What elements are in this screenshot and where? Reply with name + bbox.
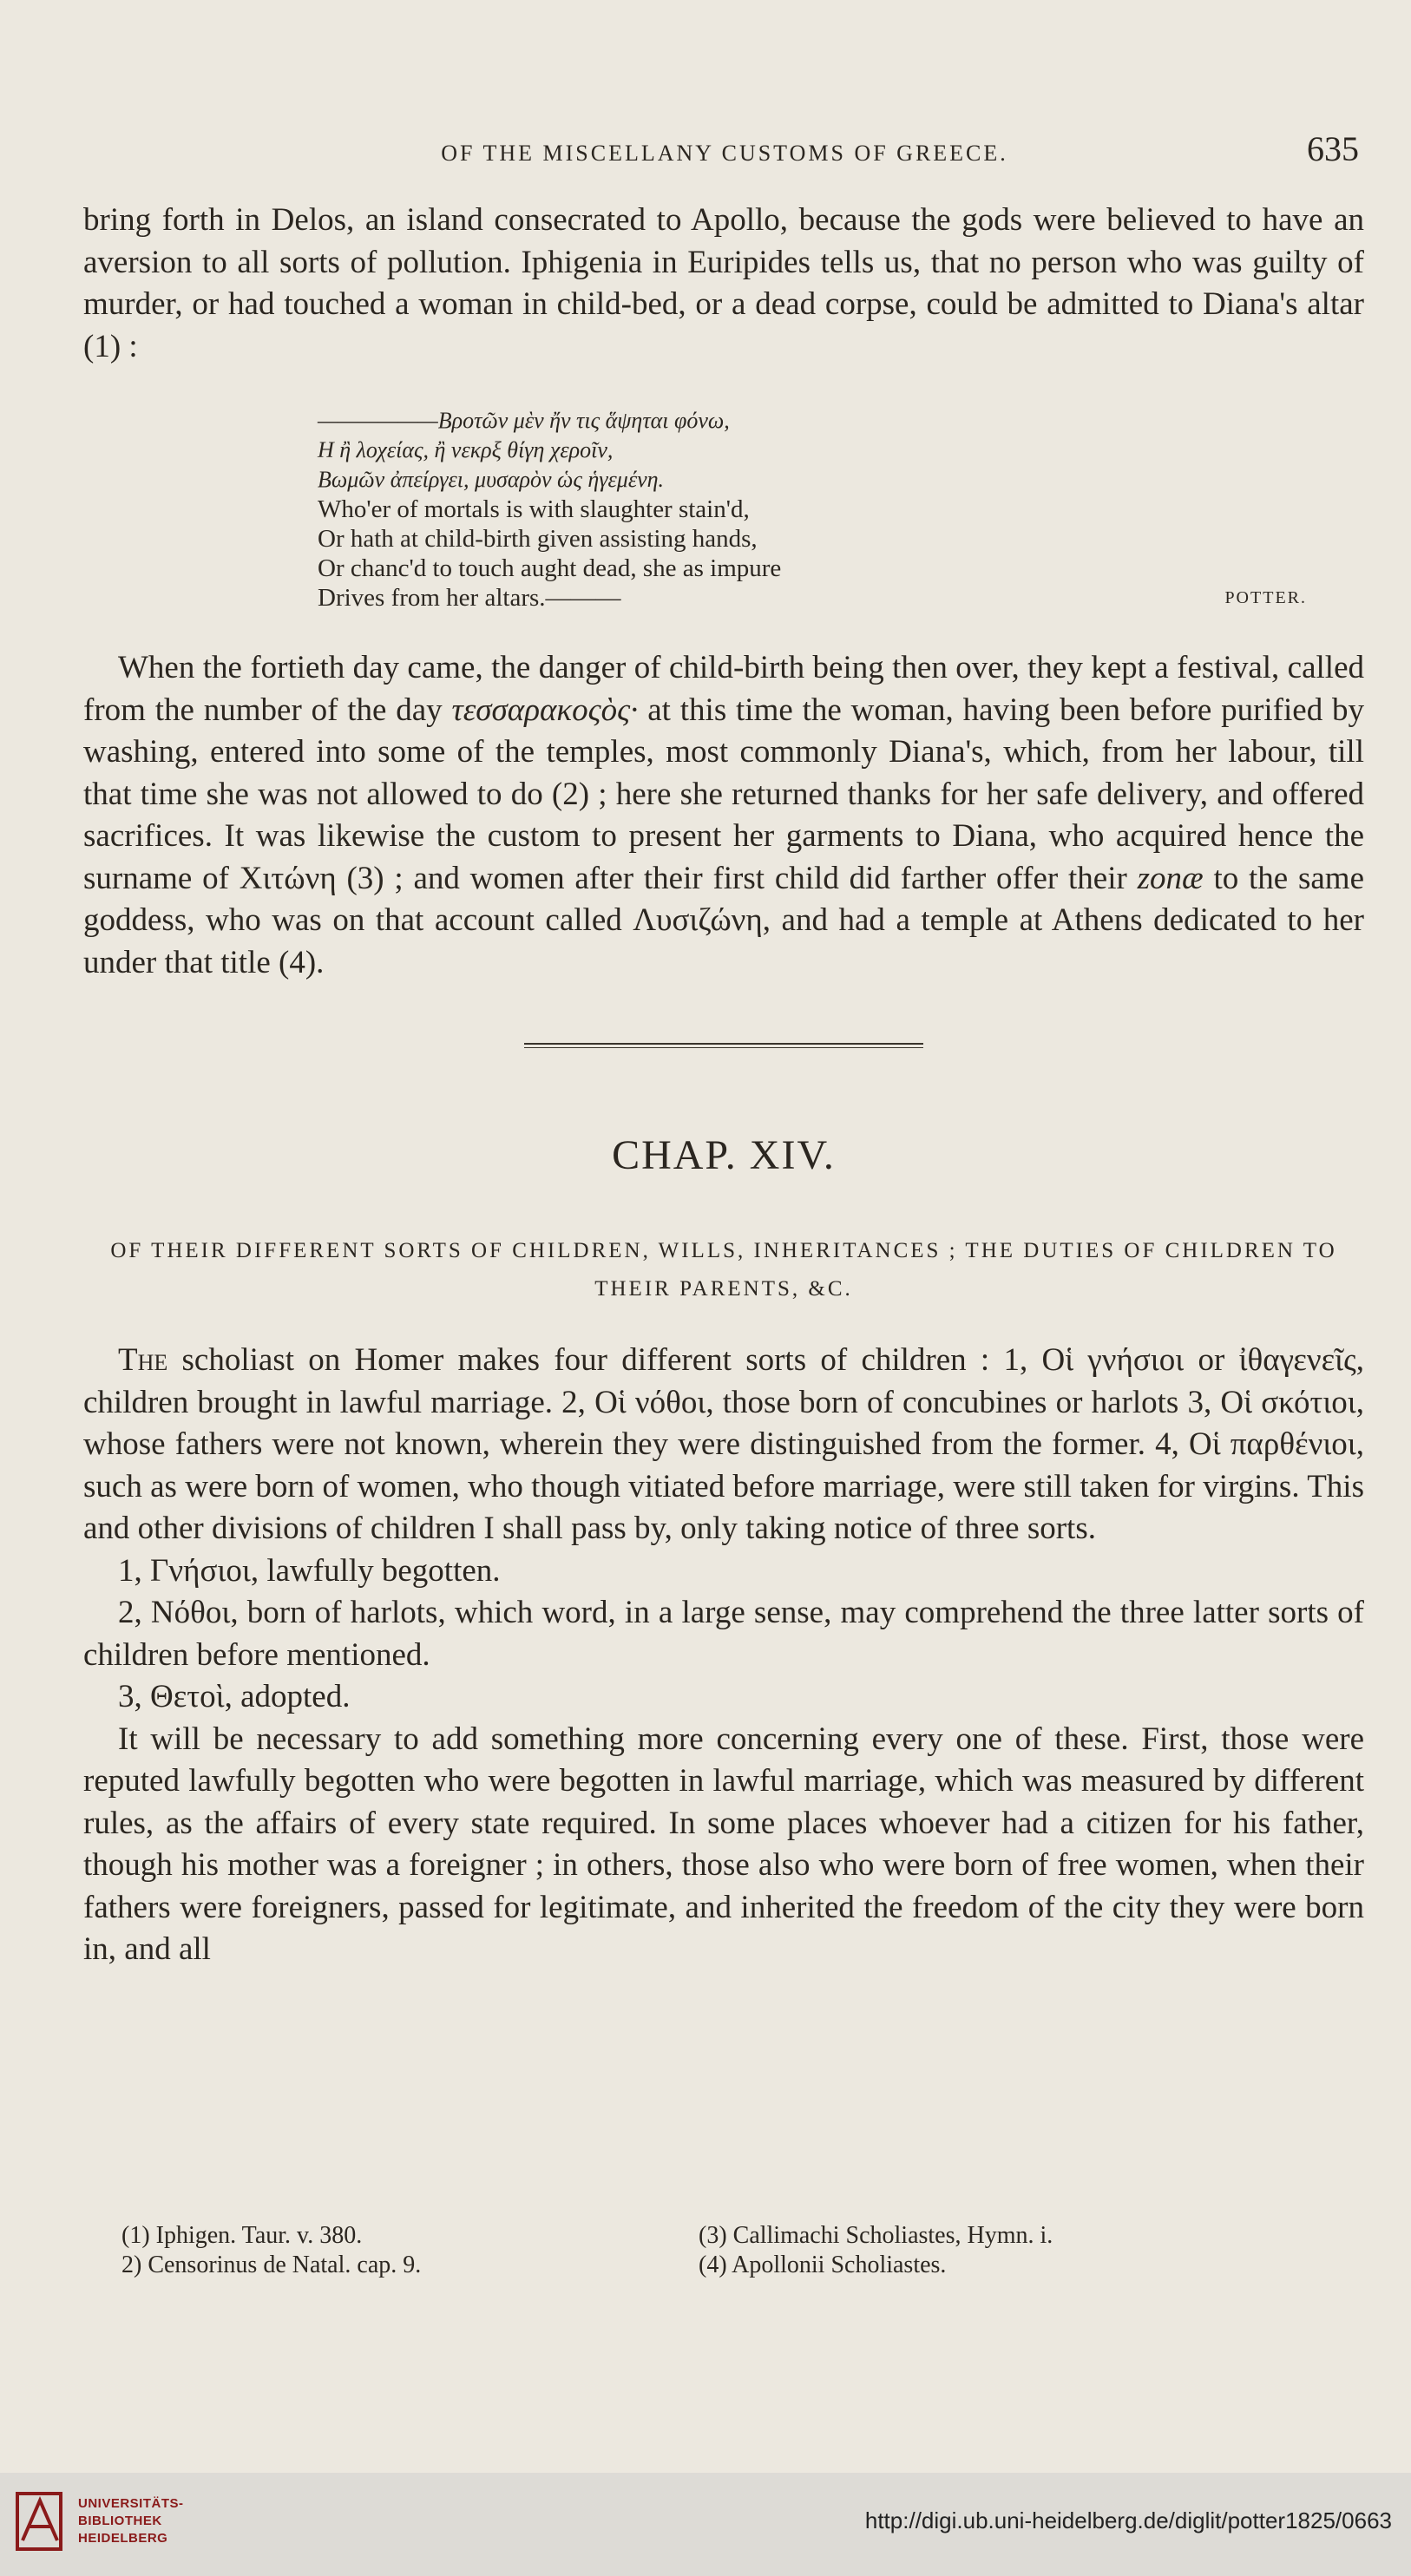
permalink[interactable]: http://digi.ub.uni-heidelberg.de/diglit/potter1825/0663 [864, 2507, 1392, 2533]
paragraph-legitimacy: It will be necessary to add something more concerning every one of these. First, those were reputed lawfully begotten who were begotten in lawful marriage, which was measured by different rules, as the affairs of every state required. In some places whoever had a citizen for his father, though his mother was a foreigner ; in others, those also who were born of free women, when their fathers were foreigners, passed for legitimate, and inherited the freedom of the city they were born in, and all [83, 1721, 1364, 1967]
translator-attribution: POTTER. [1224, 588, 1307, 607]
text-run: to the same goddess, who was on that account called [83, 860, 1365, 938]
running-title: OF THE MISCELLANY CUSTOMS OF GREECE. [441, 141, 1008, 166]
page-body [83, 200, 1364, 1971]
running-header [83, 128, 1366, 170]
footnote: (1) Iphigen. Taur. v. 380. [121, 2222, 363, 2249]
list-item: 1, Γνήσιοι, lawfully begotten. [118, 1552, 501, 1589]
text-run: scholiast on Homer makes four different sorts of children : 1, Οἱ γνήσιοι or ἰθαγενεῖς, children brought in lawful marriage. 2, Οἱ νόθοι, those born of concubines or harlots 3, Οἱ σκότιοι, whose fathers were not known, wherein they were distinguished from the former. 4, Οἱ παρθένιοι, such as were born of women, who though vitiated before marriage, were still taken for virgins. This and other divisions of children I shall pass by, only taking notice of three sorts. [83, 1342, 1364, 1546]
paragraph-continued: bring forth in Delos, an island consecrated to Apollo, because the gods were believed to have an aversion to all sorts of pollution. Iphigenia in Euripides tells us, that no person who was guilty of murder, or had touched a woman in child-bed, or a dead corpse, could be admitted to Diana's altar (1) : [83, 202, 1364, 364]
library-name-line: UNIVERSITÄTS- [78, 2496, 184, 2511]
english-verse-line: Drives from her altars.——— [318, 584, 621, 612]
english-verse-line: Who'er of mortals is with slaughter stain'd, [318, 495, 750, 523]
footnotes [121, 2221, 1359, 2280]
text-run: , and had a temple at Athens dedicated to her under that title (4). [83, 902, 1364, 980]
small-caps-lead: The [118, 1342, 168, 1378]
section-divider [524, 1043, 923, 1048]
paragraph-scholiast [83, 1340, 1364, 1550]
footnote: (3) Callimachi Scholiastes, Hymn. i. [699, 2222, 1053, 2249]
library-logo-icon [14, 2488, 66, 2554]
greek-verse-line: ——————Βροτῶν μὲν ἤν τις ἅψηται φόνω, [318, 408, 730, 433]
english-verse-line: Or chanc'd to touch aught dead, she as impure [318, 554, 782, 582]
library-name-line: HEIDELBERG [78, 2531, 168, 2546]
paragraph-fortieth-day [83, 647, 1364, 984]
list-item: 2, Νόθοι, born of harlots, which word, in a large sense, may comprehend the three latter sorts of children before mentioned. [83, 1595, 1364, 1673]
english-verse-line: Or hath at child-birth given assisting hands, [318, 525, 758, 553]
library-name-line: BIBLIOTHEK [78, 2514, 162, 2528]
greek-verse-line: Βωμῶν ἀπείργει, μυσαρὸν ὡς ἡγεμένη. [318, 467, 665, 492]
library-name [78, 2495, 184, 2547]
greek-word: Χιτώνη [239, 860, 337, 896]
latin-word: zonæ [1137, 860, 1204, 896]
chapter-subtitle: OF THEIR DIFFERENT SORTS OF CHILDREN, WILLS, INHERITANCES ; THE DUTIES OF CHILDREN TO THEIR PARENTS, &C. [110, 1239, 1337, 1301]
text-run: at this time the woman, having been before purified by washing, entered into some of the temples, most commonly Diana's, which, from her labour, till that time she was not allowed to do (2) ; here she returned thanks for her safe delivery, and offered sacrifices. It was likewise the custom to present her garments to Diana, who acquired hence the surname of [83, 692, 1364, 896]
footnote: (4) Apollonii Scholiastes. [699, 2252, 947, 2278]
verse-last-line [318, 583, 1316, 613]
text-run: (3) ; and women after their first child did farther offer their [336, 860, 1138, 896]
chapter-heading: CHAP. XIV. [612, 1132, 836, 1178]
page-number: 635 [1307, 129, 1359, 168]
greek-word: Λυσιζώνη [633, 902, 763, 938]
text-run: When the fortieth day came, the danger of child-birth being then over, they kept a festival, called from the number of the day [83, 650, 1364, 728]
verse-quotation [318, 406, 1316, 613]
greek-verse-line: Η ἢ λοχείας, ἢ νεκρξ θίγη χεροῖν, [318, 437, 614, 462]
list-item: 3, Θετοὶ, adopted. [118, 1679, 351, 1714]
footnote: 2) Censorinus de Natal. cap. 9. [121, 2252, 422, 2278]
greek-word: τεσσαρακοςὸς· [451, 692, 639, 728]
